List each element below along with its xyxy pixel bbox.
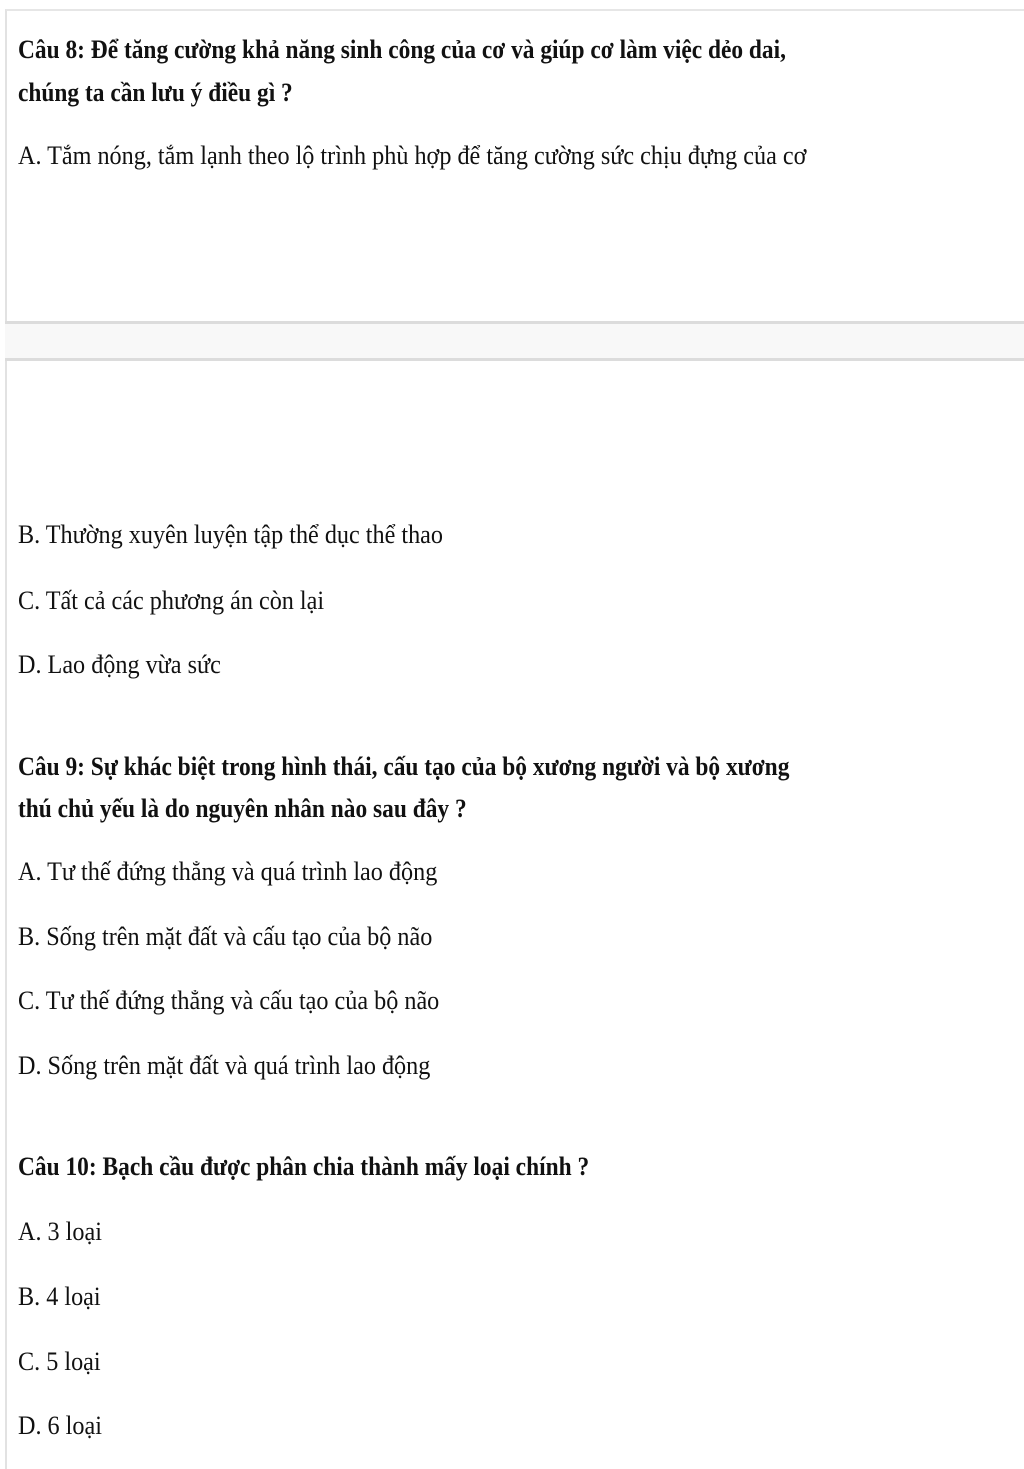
question-8-title-line-1: Câu 8: Để tăng cường khả năng sinh công của cơ và giúp cơ làm việc dẻo dai, — [18, 35, 786, 64]
question-8-option-d[interactable]: D. Lao động vừa sức — [18, 650, 221, 679]
question-10-option-c[interactable]: C. 5 loại — [18, 1347, 101, 1376]
question-8-option-a[interactable]: A. Tắm nóng, tắm lạnh theo lộ trình phù hợp để tăng cường sức chịu đựng của cơ — [18, 141, 807, 170]
question-10-option-d[interactable]: D. 6 loại — [18, 1411, 102, 1440]
question-9-title-line-2: thú chủ yếu là do nguyên nhân nào sau đây ? — [18, 794, 467, 823]
question-10-title: Câu 10: Bạch cầu được phân chia thành mấy loại chính ? — [18, 1152, 590, 1181]
question-8-title-line-2: chúng ta cần lưu ý điều gì ? — [18, 78, 293, 107]
question-9-option-c[interactable]: C. Tư thế đứng thẳng và cấu tạo của bộ não — [18, 986, 440, 1015]
question-9-title-line-1: Câu 9: Sự khác biệt trong hình thái, cấu tạo của bộ xương người và bộ xương — [18, 752, 790, 781]
question-9-option-a[interactable]: A. Tư thế đứng thẳng và quá trình lao động — [18, 857, 438, 886]
question-8-option-b[interactable]: B. Thường xuyên luyện tập thể dục thể thao — [18, 520, 444, 549]
question-10-option-b[interactable]: B. 4 loại — [18, 1282, 101, 1311]
question-9-option-d[interactable]: D. Sống trên mặt đất và quá trình lao động — [18, 1051, 431, 1080]
question-10-option-a[interactable]: A. 3 loại — [18, 1217, 102, 1246]
question-8-option-c[interactable]: C. Tất cả các phương án còn lại — [18, 586, 325, 615]
page-break-divider — [5, 321, 1024, 361]
question-9-option-b[interactable]: B. Sống trên mặt đất và cấu tạo của bộ não — [18, 922, 433, 951]
